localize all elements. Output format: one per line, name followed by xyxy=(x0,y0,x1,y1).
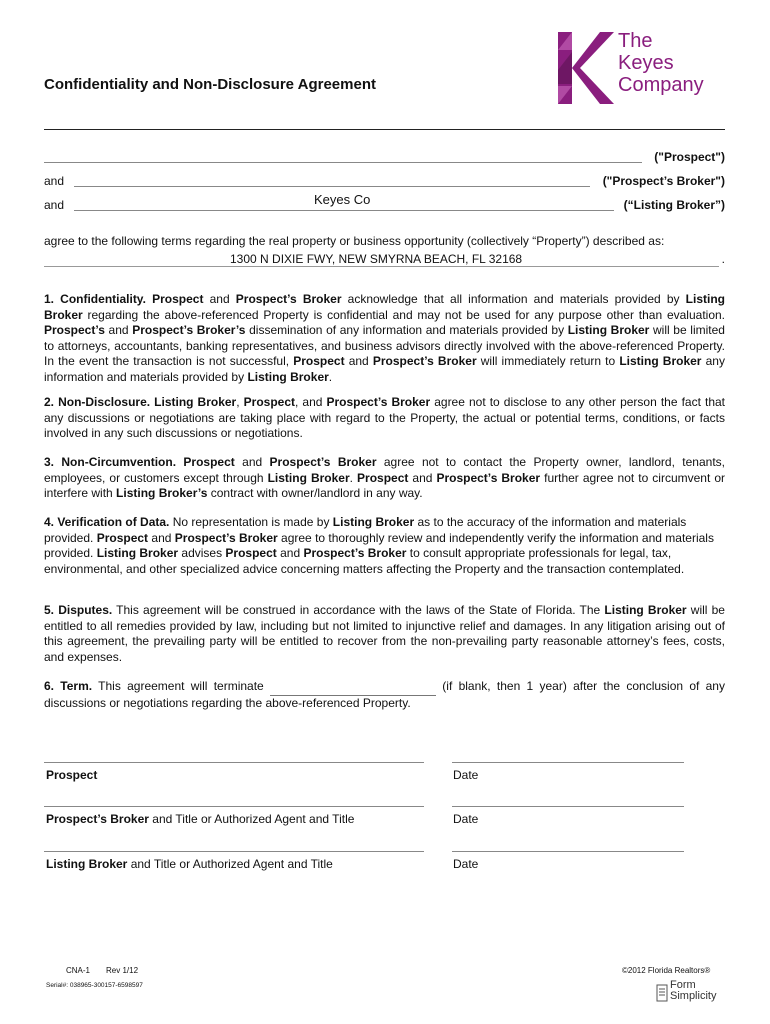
intro-text: agree to the following terms regarding the real property or business opportunity (collectively “Property”) described as: xyxy=(44,234,665,248)
logo-line-keyes: Keyes xyxy=(618,52,674,74)
property-address-line xyxy=(44,252,725,268)
prospect-name-field[interactable] xyxy=(44,162,642,163)
section-5-disputes: 5. Disputes. This agreement will be construed in accordance with the laws of the State of Florida. The Listing Broker will be entitled to all remedies provided by law, including but not limited to injunctive relief and damages. In any litigation arising out of this agreement, the prevailing party will be entitled to recover from the non-prevailing party reasonable attorney’s fees, costs, and expenses. xyxy=(44,603,725,664)
formsimplicity-logo xyxy=(656,980,728,1008)
logo-wordmark xyxy=(618,30,704,96)
listing-broker-date-line[interactable] xyxy=(452,851,684,852)
logo-line-the: The xyxy=(618,30,653,52)
prospect-broker-tag: ("Prospect’s Broker") xyxy=(602,174,725,188)
section-6-heading: 6. Term. xyxy=(44,679,93,693)
keyes-k-icon xyxy=(556,30,616,106)
section-2-non-disclosure: 2. Non-Disclosure. Listing Broker, Prospect, and Prospect’s Broker agree not to disclose to any other person the fact that any discussions or negotiations are taking place with regard to the Property, the actual or potential terms, conditions, or facts involved in any such discussions or negotiations. xyxy=(44,395,725,441)
section-1-heading: 1. Confidentiality. xyxy=(44,292,146,306)
section-5-heading: 5. Disputes. xyxy=(44,603,113,617)
prospect-broker-field[interactable] xyxy=(74,186,590,187)
prospect-line xyxy=(44,150,725,166)
property-address-field[interactable] xyxy=(44,266,719,267)
form-id: CNA-1 xyxy=(66,966,91,975)
and-label-2: and xyxy=(44,198,65,212)
fs-simplicity: Simplicity xyxy=(670,990,717,1002)
property-address: 1300 N DIXIE FWY, NEW SMYRNA BEACH, FL 32168 xyxy=(230,252,523,266)
section-4-verification: 4. Verification of Data. No representation is made by Listing Broker as to the accuracy of the information and materials provided. Prospect and Prospect’s Broker agree to thoroughly review and independently verify the information and materials provided. Listing Broker advises Prospect and Prospect’s Broker to consult appropriate professionals for legal, tax, environmental, and other specialized advice concerning matters affecting the Property and the transaction contemplated. xyxy=(44,515,714,576)
prospect-date-line[interactable] xyxy=(452,762,684,763)
section-4-heading: 4. Verification of Data. xyxy=(44,515,170,529)
section-1-confidentiality: 1. Confidentiality. Prospect and Prospect’s Broker acknowledge that all information and materials provided by Listing Broker regarding the above-referenced Property is confidential and may not be used for any purpose other than evaluation. Prospect’s and Prospect’s Broker’s dissemination of any information and materials provided by Listing Broker will be limited to attorneys, accountants, banking representatives, and business advisors directly involved with the above-referenced Property. In the event the transaction is not successful, Prospect and Prospect’s Broker will immediately return to Listing Broker any information and materials provided by Listing Broker. xyxy=(44,292,725,384)
listing-broker-value: Keyes Co xyxy=(314,192,371,207)
section-2-heading: 2. Non-Disclosure. xyxy=(44,395,151,409)
listing-broker-signature-line[interactable] xyxy=(44,851,424,852)
section-3-non-circumvention: 3. Non-Circumvention. Prospect and Prospect’s Broker agree not to contact the Property owner, landlord, tenants, employees, or customers except through Listing Broker. Prospect and Prospect’s Broker further agree not to circumvent or interfere with Listing Broker’s contract with owner/landlord in any way. xyxy=(44,455,726,501)
copyright: ©2012 Florida Realtors® xyxy=(622,966,711,975)
date-label-3: Date xyxy=(453,857,479,871)
section-3-heading: 3. Non-Circumvention. xyxy=(44,455,177,469)
prospect-broker-date-line[interactable] xyxy=(452,806,684,807)
document-icon xyxy=(656,984,668,1002)
logo-line-company: Company xyxy=(618,74,704,96)
form-revision: Rev 1/12 xyxy=(106,966,139,975)
prospect-tag: ("Prospect") xyxy=(654,150,725,164)
date-label-1: Date xyxy=(453,768,479,782)
date-label-2: Date xyxy=(453,812,479,826)
prospect-broker-sig-label: Prospect’s Broker and Title or Authorized Agent and Title xyxy=(46,812,355,826)
prospect-broker-line xyxy=(44,174,725,190)
document-title: Confidentiality and Non-Disclosure Agreement xyxy=(44,76,376,93)
prospect-signature-line[interactable] xyxy=(44,762,424,763)
section-6-term: 6. Term. This agreement will terminate (if blank, then 1 year) after the conclusion of any discussions or negotiations regarding the above-referenced Property. xyxy=(44,679,725,710)
fs-form: Form xyxy=(670,979,696,991)
formsimplicity-wordmark xyxy=(670,980,716,1002)
term-field[interactable] xyxy=(270,679,436,696)
keyes-company-logo xyxy=(556,30,726,106)
prospect-broker-signature-line[interactable] xyxy=(44,806,424,807)
listing-broker-field[interactable] xyxy=(74,210,614,211)
and-label-1: and xyxy=(44,174,65,188)
listing-broker-line xyxy=(44,192,725,214)
serial-number: Serial#: 038965-300157-6598597 xyxy=(46,982,143,989)
prospect-label: Prospect xyxy=(46,768,98,782)
listing-broker-sig-label: Listing Broker and Title or Authorized Agent and Title xyxy=(46,857,333,871)
address-end-mark: . xyxy=(721,252,725,266)
header-divider xyxy=(44,129,725,130)
listing-broker-tag: (“Listing Broker”) xyxy=(623,198,725,212)
